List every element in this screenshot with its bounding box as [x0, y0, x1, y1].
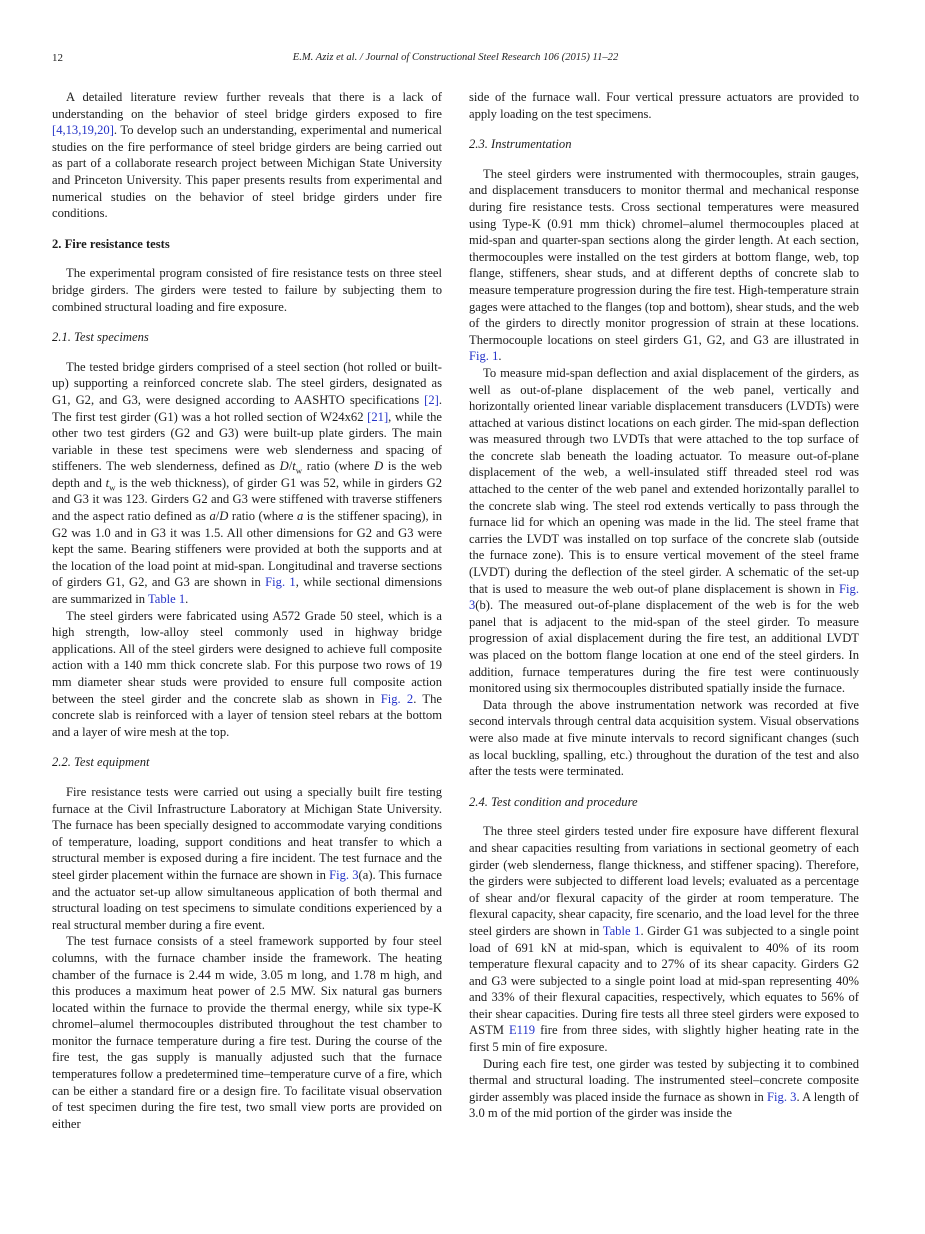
paragraph-steel-grade: The steel girders were fabricated using A572 Grade 50 steel, which is a high strength, low-alloy steel commonly used in highway bridge applications. All of the steel girders were designed to achieve full composite action with a 140 mm thick concrete slab. For this purpose two rows of 19 mm diameter shear studs were provided to ensure full composite action between the steel girder and the concrete slab as shown in Fig. 2. The concrete slab is reinforced with a layer of tension steel rebars at the bottom and a layer of wire mesh at the top.: [52, 608, 442, 739]
ref-link-e119[interactable]: E119: [508, 1023, 536, 1038]
running-header: [52, 52, 859, 66]
subheading-test-equipment: 2.2. Test equipment: [52, 755, 150, 770]
ref-link-fig-1[interactable]: Fig. 1: [469, 349, 499, 364]
ref-link-table-1[interactable]: Table 1: [602, 923, 641, 938]
paragraph-furnace-overview: Fire resistance tests were carried out using a specially built fire testing furnace at the Civil Infrastructure Laboratory at Michigan State University. The furnace has been specially designed to accommodate varying conditions of temperature, loading, support conditions and heat transfer to which a structural member is exposed during a fire incident. The test furnace and the steel girder placement within the furnace are shown in Fig. 3(a). This furnace and the actuator set-up allow simultaneous application of both thermal and structural loading on test specimens to simulate conditions experienced by a real structural member during a fire event.: [52, 784, 442, 932]
paragraph-lvdts: To measure mid-span deflection and axial displacement of the girders, as well as out-of-plane displacement of the web panel, vertically and horizontally oriented linear variable displacement transducers (LVDTs) were attached at various distinct locations on each girder. The mid-span deflection was measured through two LVDTs that were attached to the top surface of the concrete slab beneath the loading actuator. To measure out-of-plane displacement of the web, a well-insulated stiff threaded steel rod was attached to the center of the web panel and extended horizontally parallel to the concrete slab wing. The steel rod extends vertically to pass through the furnace lid for which an opening was made in the lid. The steel frame that carries the LVDT was installed on top surface of the concrete slab (outside the furnace zone). This is to ensure vertical movement of the steel frame (LVDT) during the deflection of the steel girder. A schematic of the set-up that is used to measure the web out-of plane displacement is shown in Fig. 3(b). The measured out-of-plane displacement of the web is for the web panel that is adjacent to the mid-span of the steel girder. To measure progression of axial displacement during the fire test, an additional LVDT was placed on the bottom flange location at one end of the steel girders. In addition, furnace temperatures during the fire test were continuously monitored using six thermocouples distributed spatially inside the furnace.: [469, 365, 859, 696]
subheading-test-condition-and-procedure: 2.4. Test condition and procedure: [469, 794, 638, 809]
heading-fire-resistance-tests: 2. Fire resistance tests: [52, 236, 170, 251]
page-number: 12: [52, 52, 63, 64]
paragraph-specimens-detail: The tested bridge girders comprised of a steel section (hot rolled or built-up) supporting a reinforced concrete slab. The steel girders, designated as G1, G2, and G3, were designed according to AASHTO specifications [2]. The first test girder (G1) was a hot rolled section of W24x62 [21], while the other two test girders (G2 and G3) were built-up plate girders. The main variable in these test specimens were web slenderness and spacing of stiffeners. The web slenderness, defined as $D/t_w$ ratio (where D is the web depth and $t_w$ is the web thickness), of girder G1 was 52, while in girders G2 and G3 it was 123. Girders G2 and G3 were stiffened with traverse stiffeners and the aspect ratio defined as a/D ratio (where a is the stiffener spacing), in G2 was 1.0 and in G3 it was 1.5. All other dimensions for G2 and G3 were kept the same. Bearing stiffeners were provided at both the supports and at the location of the load point at mid-span. Longitudinal and traverse sections of girders G1, G2, and G3 are shown in Fig. 1, while sectional dimensions are summarized in Table 1.: [52, 359, 443, 607]
paragraph-data-acquisition: Data through the above instrumentation network was recorded at five second intervals through central data acquisition system. Visual observations were also made at five minute intervals to record significant changes (such as local buckling, spalling, etc.) throughout the duration of the test and also after the tests were terminated.: [469, 697, 859, 779]
paragraph-load-levels: The three steel girders tested under fire exposure have different flexural and shear capacities resulting from variations in sectional geometry of each girder (web slenderness, flange thickness, and stiffener spacing). Therefore, the girders were subjected to different load levels; evaluated as a percentage of shear and/or flexural capacity of the girder at room temperature. The flexural capacity, shear capacity, fire scenario, and the load level for the three steel girders are shown in Table 1. Girder G1 was subjected to a single point load of 691 kN at mid-span, which is equivalent to 40% of its room temperature flexural capacity and to 27% of its shear capacity. Girders G2 and G3 were subjected to a single point load at mid-span representing 40% and 33% of their flexural capacities, respectively, which equates to 56% of their shear capacities. During fire tests all three steel girders were exposed to ASTM E119 fire from three sides, with slightly higher heating rate in the first 5 min of fire exposure.: [469, 824, 859, 1055]
ref-link-fig-3[interactable]: Fig. 3: [469, 581, 859, 613]
subheading-instrumentation: 2.3. Instrumentation: [469, 137, 572, 152]
paragraph-program-overview: The experimental program consisted of fire resistance tests on three steel bridge girders. The girders were tested to failure by subjecting them to combined structural loading and fire exposure.: [52, 266, 442, 314]
subheading-test-specimens: 2.1. Test specimens: [52, 330, 149, 345]
journal-running-head: E.M. Aziz et al. / Journal of Constructional Steel Research 106 (2015) 11–22: [292, 52, 619, 63]
ref-link-21[interactable]: [21]: [367, 409, 389, 424]
paragraph-furnace-continued: side of the furnace wall. Four vertical pressure actuators are provided to apply loading on the test specimens.: [469, 90, 859, 121]
paragraph-fire-test-setup: During each fire test, one girder was tested by subjecting it to combined thermal and structural loading. The instrumented steel–concrete composite girder assembly was placed inside the furnace as shown in Fig. 3. A length of 3.0 m of the mid portion of the girder was inside the: [469, 1056, 859, 1121]
ref-link-fig-1[interactable]: Fig. 1: [265, 575, 296, 590]
ref-link-fig-3[interactable]: Fig. 3: [767, 1089, 797, 1104]
right-column: [469, 89, 859, 1132]
paragraph-furnace-detail: The test furnace consists of a steel framework supported by four steel columns, with the furnace chamber inside the framework. The heating chamber of the furnace is 2.44 m wide, 3.05 m long, and 1.78 m high, and this produces a maximum heat power of 2.5 MW. Six natural gas burners located within the furnace to provide the thermal energy, while six type-K chromel–alumel thermocouples distributed throughout the test chamber to monitor the furnace temperature during a fire test. During the course of the fire test, the gas supply is manually adjusted such that the furnace temperatures follow a predetermined time–temperature curve of a fire, which can be either a standard fire or a design fire. To facilitate visual observation of test specimen during the fire test, two small view ports are provided on either: [52, 934, 442, 1131]
ref-link-2[interactable]: [2]: [424, 392, 439, 407]
paragraph-thermocouples: The steel girders were instrumented with thermocouples, strain gauges, and displacement transducers to monitor thermal and mechanical response during fire resistance tests. Cross sectional temperatures were measured using Type-K (0.91 mm thick) chromel–alumel thermocouples placed at mid-span and quarter-span sections along the girder length. At each section, thermocouples were installed on the test girders at bottom flange, web, top flange, stiffeners, shear studs, and at different depths of concrete slab to measure temperature progression during the fire test. High-temperature strain gages were attached to the flanges (top and bottom), shear studs, and the web of the girders to directly monitor progression of strain at these locations. Thermocouple locations on steel girders G1, G2, and G3 are illustrated in Fig. 1.: [469, 166, 859, 364]
left-column: [52, 89, 442, 1132]
ref-link-4-13-19-20[interactable]: [4,13,19,20]: [52, 123, 114, 138]
paragraph-intro: A detailed literature review further reveals that there is a lack of understanding on the behavior of steel bridge girders exposed to fire [4,13,19,20]. To develop such an understanding, experimental and numerical studies on the fire performance of steel bridge girders are being carried out as part of a collaborate research project between Michigan State University and Princeton University. This paper presents results from experimental and numerical studies on the behavior of steel bridge girders under fire conditions.: [52, 90, 442, 221]
ref-link-table-1[interactable]: Table 1: [147, 592, 186, 607]
article-body: [52, 89, 859, 1132]
ref-link-fig-3[interactable]: Fig. 3: [329, 867, 359, 882]
ref-link-fig-2[interactable]: Fig. 2: [380, 691, 414, 706]
